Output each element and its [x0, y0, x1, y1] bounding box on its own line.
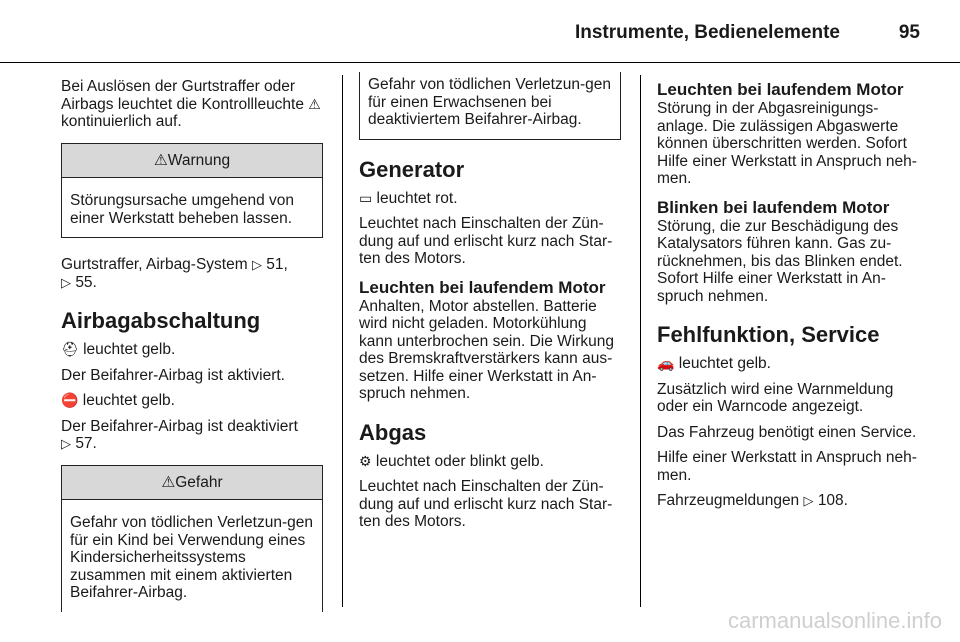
paragraph [61, 392, 323, 410]
heading-running: Leuchten bei laufendem Motor [657, 80, 904, 99]
text: leuchtet gelb. [678, 355, 771, 372]
airbag-icon: ⚠ [308, 95, 321, 112]
text: Der Beifahrer-Airbag ist deaktiviert [61, 417, 298, 435]
battery-icon: ▭ [359, 189, 373, 206]
arrow-icon: ▷ [61, 274, 71, 290]
danger-header [62, 466, 322, 501]
column-divider-2 [640, 75, 641, 607]
column-3 [657, 70, 923, 518]
paragraph: Anhalten, Motor abstellen. Batterie wird nicht geladen. Motorkühlung kann unterbrochen sein. Die Wirkung des Bremskraftverstärkers kann aus-setzen. Hilfe einer Werkstatt in An-spruch nehmen. [359, 297, 615, 402]
column-1 [61, 78, 323, 612]
column-divider-1 [342, 75, 343, 607]
paragraph: Leuchtet nach Einschalten der Zün-dung auf und erlischt kurz nach Star-ten des Motors. [359, 478, 613, 530]
danger-title: Gefahr [175, 473, 223, 491]
paragraph [61, 418, 323, 453]
car-service-icon: 🚗 [657, 355, 675, 371]
text: leuchtet gelb. [82, 392, 175, 409]
text: leuchtet gelb. [83, 341, 176, 358]
airbag-on-icon: ⛑ [61, 341, 79, 357]
page-ref: 51, [266, 256, 288, 273]
heading-abgas: Abgas [359, 419, 427, 445]
heading-service: Fehlfunktion, Service [657, 322, 880, 347]
arrow-icon: ▷ [803, 493, 814, 508]
paragraph: Leuchtet nach Einschalten der Zün-dung auf und erlischt kurz nach Star-ten des Motors. [359, 215, 613, 267]
paragraph [359, 453, 621, 471]
page-ref: 57. [75, 435, 97, 452]
heading-generator: Generator [359, 156, 465, 182]
header-title: Instrumente, Bedienelemente [574, 22, 840, 43]
danger-body: Gefahr von tödlichen Verletzun-gen für ein Kind bei Verwendung eines Kindersicherheitssystems zusammen mit einem aktivierten Beifahrer-Airbag. [70, 514, 313, 601]
reference [657, 492, 923, 510]
heading-airbagabschaltung: Airbagabschaltung [61, 308, 261, 333]
paragraph: Hilfe einer Werkstatt in Anspruch neh-men. [657, 449, 917, 484]
engine-icon: ⚙ [359, 452, 372, 469]
paragraph: Störung, die zur Beschädigung des Katalysators führen kann. Gas zu-rücknehmen, bis das Blinken endet. Sofort Hilfe einer Werkstatt in An-spruch nehmen. [657, 217, 903, 305]
paragraph [61, 341, 323, 359]
heading-blink: Blinken bei laufendem Motor [657, 197, 890, 217]
airbag-off-icon: ⛔ [61, 392, 79, 408]
text: leuchtet oder blinkt gelb. [375, 452, 544, 470]
page-ref: 55. [75, 273, 97, 291]
watermark: carmanualsonline.info [727, 608, 942, 633]
warning-icon: ⚠ [161, 473, 176, 491]
column-2 [359, 76, 621, 539]
warning-icon: ⚠ [153, 151, 168, 169]
warning-header [62, 144, 322, 179]
paragraph: Zusätzlich wird eine Warnmeldung oder ein Warncode angezeigt. [657, 380, 894, 415]
danger-box-continued: Gefahr von tödlichen Verletzun-gen für einen Erwachsenen bei deaktiviertem Beifahrer-Airbag. [359, 72, 621, 140]
paragraph: Störung in der Abgasreinigungs-anlage. Die zulässigen Abgaswerte können überschritten werden. Sofort Hilfe einer Werkstatt in Anspruch neh-men. [657, 100, 917, 187]
paragraph: Der Beifahrer-Airbag ist aktiviert. [61, 366, 285, 384]
page-number: 95 [898, 22, 920, 43]
paragraph [657, 355, 923, 373]
danger-box [61, 465, 323, 612]
warning-body: Störungsursache umgehend von einer Werkstatt beheben lassen. [70, 192, 295, 227]
heading-running: Leuchten bei laufendem Motor [359, 277, 606, 297]
warning-title: Warnung [167, 151, 231, 169]
text: Gurtstraffer, Airbag-System [61, 256, 248, 273]
text: kontinuierlich auf. [61, 113, 182, 130]
reference [61, 256, 323, 291]
header-rule [0, 62, 960, 63]
arrow-icon: ▷ [61, 436, 71, 451]
text: leuchtet rot. [376, 189, 458, 207]
arrow-icon: ▷ [251, 257, 262, 272]
paragraph: Das Fahrzeug benötigt einen Service. [657, 423, 917, 441]
text: Fahrzeugmeldungen [657, 492, 800, 509]
warning-box [61, 143, 323, 239]
paragraph [359, 190, 621, 208]
page-ref: 108. [817, 492, 848, 509]
text: Bei Auslösen der Gurtstraffer oder Airbags leuchtet die Kontrollleuchte [61, 78, 304, 113]
paragraph [61, 78, 323, 131]
